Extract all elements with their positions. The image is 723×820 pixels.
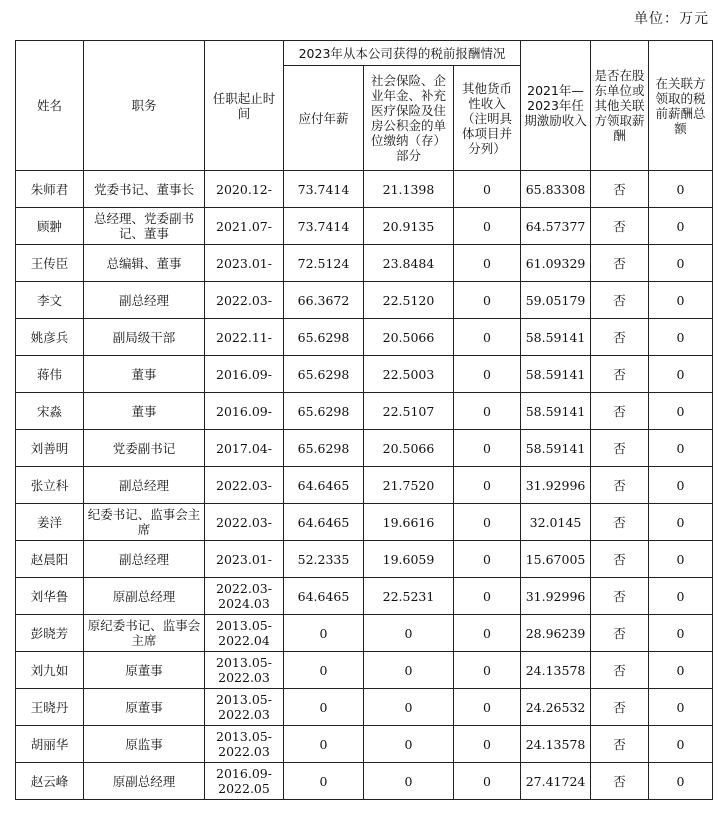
cell-related-amount: 0 [649,689,713,726]
cell-incentive: 31.92996 [521,578,591,615]
cell-other-income: 0 [454,615,521,652]
table-row [16,726,713,763]
cell-other-income: 0 [454,245,521,282]
cell-incentive: 28.96239 [521,615,591,652]
unit-label: 单位：万元 [634,11,709,27]
cell-name: 蒋伟 [16,356,84,393]
cell-other-income: 0 [454,208,521,245]
cell-social-insurance: 21.1398 [364,171,454,208]
cell-social-insurance: 0 [364,726,454,763]
cell-related-amount: 0 [649,208,713,245]
cell-term: 2022.03- [205,282,284,319]
cell-term: 2016.09-2022.05 [205,763,284,800]
table-row [16,245,713,282]
cell-incentive: 59.05179 [521,282,591,319]
cell-social-insurance: 22.5107 [364,393,454,430]
header-related-party: 是否在股东单位或其他关联方领取薪酬 [591,41,649,171]
table-row [16,652,713,689]
cell-related-party: 否 [591,245,649,282]
cell-other-income: 0 [454,578,521,615]
cell-name: 赵云峰 [16,763,84,800]
cell-term: 2022.03- [205,504,284,541]
cell-incentive: 61.09329 [521,245,591,282]
table-row [16,467,713,504]
cell-name: 彭晓芳 [16,615,84,652]
header-group-2023: 2023年从本公司获得的税前报酬情况 [284,41,521,66]
header-annual-salary: 应付年薪 [284,66,364,171]
cell-other-income: 0 [454,171,521,208]
table-row [16,578,713,615]
cell-name: 李文 [16,282,84,319]
cell-other-income: 0 [454,652,521,689]
header-incentive: 2021年—2023年任期激励收入 [521,41,591,171]
cell-position: 原董事 [84,652,205,689]
cell-social-insurance: 20.5066 [364,430,454,467]
cell-annual-salary: 0 [284,726,364,763]
cell-annual-salary: 64.6465 [284,578,364,615]
cell-other-income: 0 [454,430,521,467]
cell-annual-salary: 0 [284,652,364,689]
cell-name: 刘善明 [16,430,84,467]
cell-term: 2016.09- [205,356,284,393]
cell-position: 副总经理 [84,467,205,504]
cell-related-amount: 0 [649,726,713,763]
cell-incentive: 65.83308 [521,171,591,208]
cell-related-amount: 0 [649,504,713,541]
cell-related-amount: 0 [649,763,713,800]
cell-term: 2023.01- [205,541,284,578]
cell-related-amount: 0 [649,430,713,467]
cell-incentive: 15.67005 [521,541,591,578]
cell-related-party: 否 [591,467,649,504]
table-row [16,541,713,578]
cell-related-party: 否 [591,578,649,615]
cell-related-party: 否 [591,356,649,393]
cell-incentive: 64.57377 [521,208,591,245]
cell-annual-salary: 65.6298 [284,393,364,430]
table-row [16,689,713,726]
cell-term: 2022.03- [205,467,284,504]
table-row [16,393,713,430]
cell-other-income: 0 [454,504,521,541]
cell-other-income: 0 [454,467,521,504]
cell-position: 总经理、党委副书记、董事 [84,208,205,245]
cell-other-income: 0 [454,282,521,319]
table-header [16,41,713,171]
cell-social-insurance: 19.6059 [364,541,454,578]
cell-other-income: 0 [454,356,521,393]
cell-incentive: 24.26532 [521,689,591,726]
cell-social-insurance: 20.9135 [364,208,454,245]
cell-incentive: 24.13578 [521,726,591,763]
cell-social-insurance: 22.5120 [364,282,454,319]
cell-related-party: 否 [591,689,649,726]
cell-other-income: 0 [454,541,521,578]
cell-name: 王传臣 [16,245,84,282]
cell-annual-salary: 0 [284,763,364,800]
cell-social-insurance: 23.8484 [364,245,454,282]
cell-term: 2016.09- [205,393,284,430]
table-row [16,356,713,393]
cell-related-party: 否 [591,615,649,652]
cell-name: 张立科 [16,467,84,504]
cell-name: 刘九如 [16,652,84,689]
cell-annual-salary: 65.6298 [284,430,364,467]
cell-related-amount: 0 [649,393,713,430]
cell-position: 董事 [84,356,205,393]
cell-related-party: 否 [591,319,649,356]
cell-other-income: 0 [454,763,521,800]
cell-annual-salary: 73.7414 [284,208,364,245]
table-row [16,171,713,208]
table-row [16,615,713,652]
cell-position: 副局级干部 [84,319,205,356]
cell-incentive: 58.59141 [521,393,591,430]
cell-name: 姜洋 [16,504,84,541]
cell-name: 赵晨阳 [16,541,84,578]
cell-related-party: 否 [591,430,649,467]
cell-term: 2020.12- [205,171,284,208]
cell-position: 党委书记、董事长 [84,171,205,208]
cell-social-insurance: 21.7520 [364,467,454,504]
cell-incentive: 24.13578 [521,652,591,689]
cell-term: 2022.03-2024.03 [205,578,284,615]
cell-term: 2022.11- [205,319,284,356]
cell-other-income: 0 [454,726,521,763]
cell-related-amount: 0 [649,245,713,282]
cell-related-party: 否 [591,541,649,578]
cell-related-amount: 0 [649,319,713,356]
table-body [16,171,713,800]
cell-name: 姚彦兵 [16,319,84,356]
cell-term: 2017.04- [205,430,284,467]
cell-annual-salary: 65.6298 [284,319,364,356]
cell-related-amount: 0 [649,171,713,208]
cell-incentive: 58.59141 [521,356,591,393]
cell-position: 原董事 [84,689,205,726]
cell-related-party: 否 [591,393,649,430]
cell-position: 副总经理 [84,282,205,319]
header-name: 姓名 [16,41,84,171]
cell-annual-salary: 66.3672 [284,282,364,319]
cell-related-party: 否 [591,763,649,800]
cell-position: 原监事 [84,726,205,763]
cell-social-insurance: 0 [364,689,454,726]
cell-name: 刘华鲁 [16,578,84,615]
cell-position: 原副总经理 [84,578,205,615]
cell-incentive: 27.41724 [521,763,591,800]
cell-social-insurance: 20.5066 [364,319,454,356]
cell-position: 原副总经理 [84,763,205,800]
cell-annual-salary: 73.7414 [284,171,364,208]
cell-name: 顾翀 [16,208,84,245]
cell-related-party: 否 [591,171,649,208]
cell-incentive: 58.59141 [521,319,591,356]
cell-term: 2023.01- [205,245,284,282]
table-row [16,430,713,467]
header-other-income: 其他货币性收入（注明具体项目并分列） [454,66,521,171]
cell-related-party: 否 [591,282,649,319]
compensation-table [15,40,713,800]
cell-position: 纪委书记、监事会主席 [84,504,205,541]
cell-name: 王晓丹 [16,689,84,726]
cell-related-amount: 0 [649,356,713,393]
cell-annual-salary: 64.6465 [284,504,364,541]
header-related-amount: 在关联方领取的税前薪酬总额 [649,41,713,171]
cell-social-insurance: 0 [364,615,454,652]
cell-term: 2013.05-2022.04 [205,615,284,652]
cell-annual-salary: 0 [284,689,364,726]
cell-name: 宋淼 [16,393,84,430]
cell-annual-salary: 52.2335 [284,541,364,578]
cell-related-amount: 0 [649,541,713,578]
cell-incentive: 32.0145 [521,504,591,541]
cell-term: 2013.05-2022.03 [205,726,284,763]
cell-related-amount: 0 [649,282,713,319]
cell-related-party: 否 [591,504,649,541]
table-row [16,763,713,800]
cell-term: 2013.05-2022.03 [205,652,284,689]
cell-position: 副总经理 [84,541,205,578]
cell-social-insurance: 22.5231 [364,578,454,615]
cell-related-amount: 0 [649,578,713,615]
table-row [16,504,713,541]
cell-related-party: 否 [591,726,649,763]
table-row [16,319,713,356]
cell-position: 党委副书记 [84,430,205,467]
cell-position: 总编辑、董事 [84,245,205,282]
cell-social-insurance: 22.5003 [364,356,454,393]
cell-other-income: 0 [454,319,521,356]
cell-term: 2021.07- [205,208,284,245]
cell-related-party: 否 [591,652,649,689]
cell-annual-salary: 0 [284,615,364,652]
header-social-insurance: 社会保险、企业年金、补充医疗保险及住房公积金的单位缴纳（存）部分 [364,66,454,171]
cell-annual-salary: 72.5124 [284,245,364,282]
cell-related-party: 否 [591,208,649,245]
cell-social-insurance: 19.6616 [364,504,454,541]
cell-related-amount: 0 [649,467,713,504]
cell-related-amount: 0 [649,615,713,652]
table-row [16,208,713,245]
cell-other-income: 0 [454,689,521,726]
cell-incentive: 58.59141 [521,430,591,467]
cell-annual-salary: 65.6298 [284,356,364,393]
header-term: 任职起止时间 [205,41,284,171]
cell-position: 董事 [84,393,205,430]
cell-related-amount: 0 [649,652,713,689]
cell-name: 胡丽华 [16,726,84,763]
table-row [16,282,713,319]
cell-name: 朱师君 [16,171,84,208]
cell-incentive: 31.92996 [521,467,591,504]
cell-position: 原纪委书记、监事会主席 [84,615,205,652]
cell-other-income: 0 [454,393,521,430]
header-position: 职务 [84,41,205,171]
cell-social-insurance: 0 [364,763,454,800]
cell-term: 2013.05-2022.03 [205,689,284,726]
cell-annual-salary: 64.6465 [284,467,364,504]
cell-social-insurance: 0 [364,652,454,689]
